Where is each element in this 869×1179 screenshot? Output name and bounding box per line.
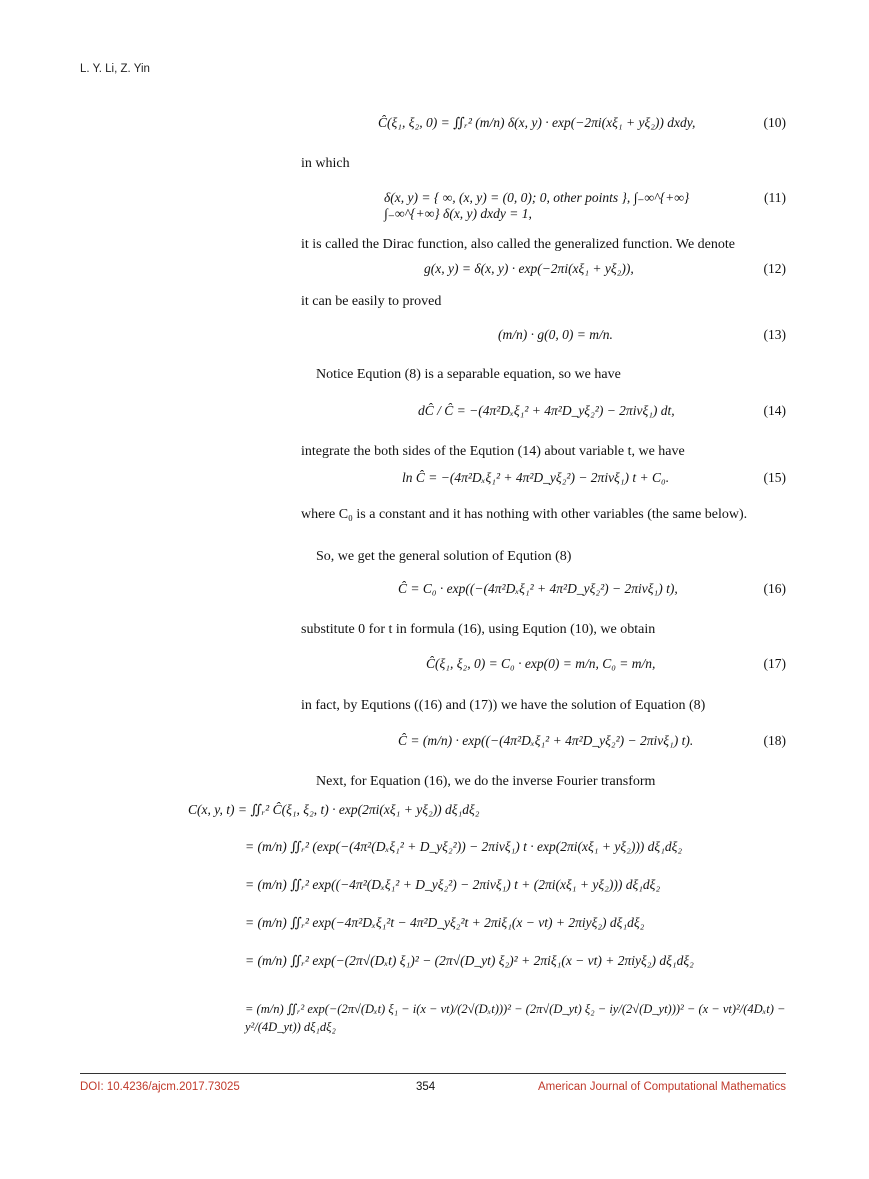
- equation-17: Ĉ(ξ₁, ξ₂, 0) = C₀ · exp(0) = m/n, C₀ = m/n,: [426, 656, 656, 671]
- equation-number-11: (11): [764, 190, 786, 205]
- paragraph-general-solution: So, we get the general solution of Eqution (8): [316, 549, 572, 564]
- footer-page-number: 354: [416, 1081, 436, 1093]
- equation-number-17: (17): [763, 656, 786, 671]
- derivation-line: = (m/n) ∬ᵣ² exp((−4π²(Dₓξ₁² + D_yξ₂²) − 2πivξ₁) t + (2πi(xξ₁ + yξ₂))) dξ₁dξ₂: [245, 877, 661, 892]
- equation-10: Ĉ(ξ₁, ξ₂, 0) = ∬ᵣ² (m/n) δ(x, y) · exp(−2πi(xξ₁ + yξ₂)) dxdy,: [378, 115, 696, 130]
- running-header-authors: L. Y. Li, Z. Yin: [80, 63, 150, 75]
- derivation-line: = (m/n) ∬ᵣ² (exp(−(4π²(Dₓξ₁² + D_yξ₂²)) − 2πivξ₁) t · exp(2πi(xξ₁ + yξ₂))) dξ₁dξ₂: [245, 839, 683, 854]
- footer-journal-name[interactable]: American Journal of Computational Mathematics: [537, 1081, 786, 1093]
- paragraph-separable: Notice Eqution (8) is a separable equation, so we have: [316, 367, 621, 382]
- derivation-line: C(x, y, t) = ∬ᵣ² Ĉ(ξ₁, ξ₂, t) · exp(2πi(xξ₁ + yξ₂)) dξ₁dξ₂: [188, 802, 480, 817]
- derivation-line: = (m/n) ∬ᵣ² exp(−4π²Dₓξ₁²t − 4π²D_yξ₂²t + 2πiξ₁(x − vt) + 2πiyξ₂) dξ₁dξ₂: [245, 915, 645, 930]
- paragraph-substitute: substitute 0 for t in formula (16), using Eqution (10), we obtain: [301, 622, 656, 637]
- equation-number-16: (16): [763, 581, 786, 596]
- equation-15: ln Ĉ = −(4π²Dₓξ₁² + 4π²D_yξ₂²) − 2πivξ₁) t + C₀.: [402, 470, 670, 485]
- equation-13: (m/n) · g(0, 0) = m/n.: [498, 327, 613, 342]
- footer-rule: [80, 1073, 786, 1074]
- equation-18: Ĉ = (m/n) · exp((−(4π²Dₓξ₁² + 4π²D_yξ₂²) − 2πivξ₁) t).: [398, 733, 694, 748]
- paragraph-dirac: it is called the Dirac function, also called the generalized function. We denote: [301, 237, 735, 252]
- paragraph-proved: it can be easily to proved: [301, 294, 442, 309]
- equation-number-13: (13): [763, 327, 786, 342]
- equation-11: δ(x, y) = { ∞, (x, y) = (0, 0); 0, other points }, ∫₋∞^{+∞} ∫₋∞^{+∞} δ(x, y) dxdy = 1,: [384, 190, 690, 221]
- footer-doi[interactable]: DOI: 10.4236/ajcm.2017.73025: [80, 1081, 240, 1093]
- equation-number-15: (15): [763, 470, 786, 485]
- equation-number-12: (12): [763, 261, 786, 276]
- paragraph-constant: where C₀ is a constant and it has nothing with other variables (the same below).: [301, 507, 748, 522]
- paragraph-in-which: in which: [301, 156, 350, 171]
- equation-12: g(x, y) = δ(x, y) · exp(−2πi(xξ₁ + yξ₂)),: [424, 261, 634, 276]
- paragraph-integrate: integrate the both sides of the Eqution (14) about variable t, we have: [301, 444, 685, 459]
- equation-16: Ĉ = C₀ · exp((−(4π²Dₓξ₁² + 4π²D_yξ₂²) − 2πivξ₁) t),: [398, 581, 678, 596]
- equation-number-10: (10): [763, 115, 786, 130]
- paragraph-in-fact: in fact, by Equtions ((16) and (17)) we have the solution of Equation (8): [301, 698, 706, 713]
- equation-14: dĈ / Ĉ = −(4π²Dₓξ₁² + 4π²D_yξ₂²) − 2πivξ₁) dt,: [418, 403, 675, 418]
- equation-number-14: (14): [763, 403, 786, 418]
- equation-number-18: (18): [763, 733, 786, 748]
- derivation-line: = (m/n) ∬ᵣ² exp(−(2π√(Dₓt) ξ₁ − i(x − vt)/(2√(Dₓt)))² − (2π√(D_yt) ξ₂ − iy/(2√(D_yt)))² − (x − vt)²/(4Dₓt) − y²/(4D_yt)) dξ₁dξ₂: [245, 1002, 786, 1034]
- paragraph-inverse-fourier: Next, for Equation (16), we do the inverse Fourier transform: [316, 774, 656, 789]
- derivation-line: = (m/n) ∬ᵣ² exp(−(2π√(Dₓt) ξ₁)² − (2π√(D_yt) ξ₂)² + 2πiξ₁(x − vt) + 2πiyξ₂) dξ₁dξ₂: [245, 953, 694, 968]
